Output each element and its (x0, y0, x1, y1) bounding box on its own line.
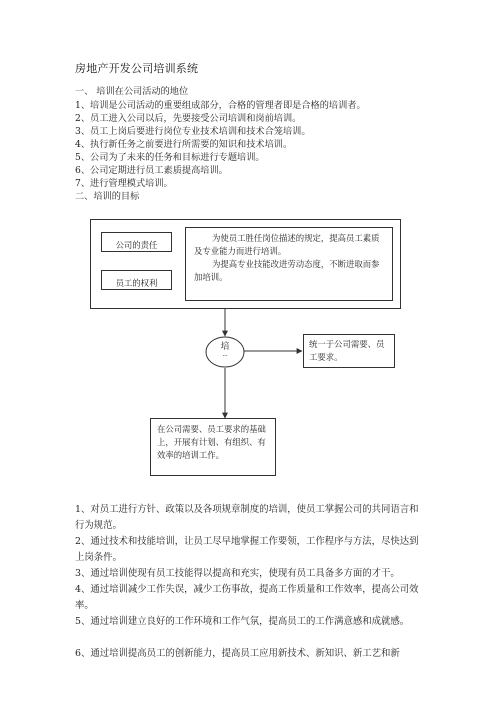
employee-rights-label: 员工的权利 (115, 278, 158, 288)
list-item: 1、培训是公司活动的重要组成部分，合格的管理者即是合格的培训者。 (75, 100, 366, 111)
goals-description-1: 为使员工胜任岗位描述的规定，提高员工素质及专业能力而进行培训。 (194, 233, 380, 256)
list-item: 3、员工上岗后要进行岗位专业技术培训和技术合笼培训。 (75, 126, 311, 137)
training-plan-text: 在公司需要、员工要求的基础上，开展有计划、有组织、有效率的培训工作。 (157, 424, 266, 460)
unified-needs-text: 统一于公司需要、员工要求。 (309, 339, 385, 362)
list-item: 6、公司定期进行员工素质提高培训。 (75, 165, 228, 176)
list-item: 6、通过培训提高员工的创新能力，提高员工应用新技术、新知识、新工艺和新 (75, 648, 400, 659)
list-item: 2、通过技术和技能培训，让员工尽早地掌握工作要领，工作程序与方法，尽快达到上岗条件。 (75, 536, 419, 563)
list-item: 2、员工进入公司以后，先要接受公司培训和岗前培训。 (75, 113, 302, 124)
goals-description-2: 为提高专业技能改进劳动态度，不断进取而参加培训。 (194, 259, 380, 282)
section-1-heading: 一、 培训在公司活动的地位 (75, 86, 189, 97)
list-item: 5、公司为了未来的任务和目标进行专题培训。 (75, 152, 265, 163)
unified-needs-box (303, 334, 395, 368)
company-duty-label: 公司的责任 (115, 240, 158, 250)
document-title: 房地产开发公司培训系统 (75, 62, 199, 75)
training-circle-label: 培 (220, 342, 230, 352)
section-2-heading: 二、培训的目标 (75, 191, 140, 202)
list-item: 7、进行管理模式培训。 (75, 178, 173, 189)
list-item: 4、执行新任务之前要进行所需要的知识和技术培训。 (75, 139, 293, 150)
list-item: 1、对员工进行方针、政策以及各项规章制度的培训，使员工掌握公司的共同语言和行为规范。 (75, 504, 419, 531)
list-item: 4、通过培训减少工作失误，减少工伤事故，提高工作质量和工作效率，提高公司效率。 (75, 584, 419, 611)
training-circle-sub: ·· (222, 352, 228, 360)
training-circle (206, 342, 244, 359)
training-plan-box (150, 418, 276, 476)
list-item: 3、通过培训使现有员工技能得以提高和充实，使现有员工具备多方面的才干。 (75, 568, 400, 579)
list-item: 5、通过培训建立良好的工作环境和工作气氛，提高员工的工作满意感和成就感。 (75, 616, 410, 627)
